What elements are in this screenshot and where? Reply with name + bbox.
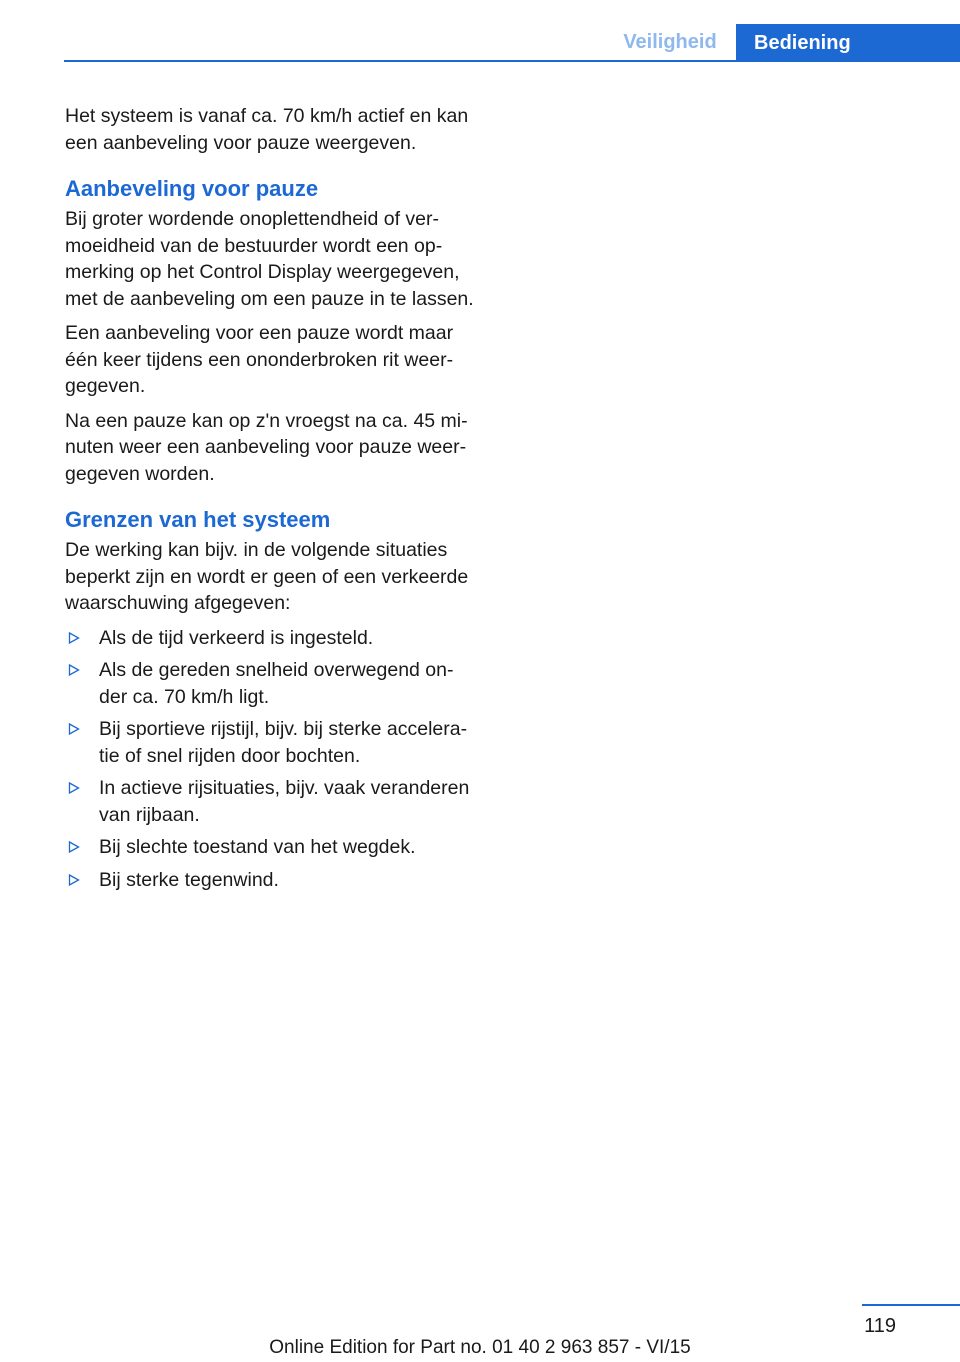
edition-footer: Online Edition for Part no. 01 40 2 963 857 - VI/15 [269, 1337, 691, 1358]
header-rule [64, 60, 960, 62]
text-line: gegeven worden. [65, 462, 215, 485]
text-line: gegeven. [65, 375, 146, 397]
text-line: Bij sterke tegenwind. [99, 868, 279, 891]
text-line: Na een pauze kan op z'n vroegst na ca. 45 mi- [65, 409, 468, 432]
paragraph [65, 408, 485, 488]
text-line: moeidheid van de bestuurder wordt een op- [65, 234, 443, 257]
text-line: Als de gereden snelheid overwegend on- [99, 659, 454, 681]
list-item [65, 625, 485, 652]
text-line: Bij groter wordende onoplettendheid of ver- [65, 208, 439, 230]
footer-rule [862, 1304, 960, 1306]
triangle-right-outline-icon [65, 775, 83, 801]
list-item [65, 834, 485, 861]
text-line: der ca. 70 km/h ligt. [99, 685, 270, 708]
list-item [65, 657, 485, 710]
text-line: een aanbeveling voor pauze weergeven. [65, 131, 417, 154]
triangle-right-outline-icon [65, 625, 83, 651]
text-line: Als de tijd verkeerd is ingesteld. [99, 626, 374, 649]
section-heading-aanbeveling: Aanbeveling voor pauze [65, 176, 319, 201]
triangle-right-outline-icon [65, 834, 83, 860]
list-item [65, 867, 485, 894]
paragraph [65, 537, 485, 617]
content-column [65, 103, 485, 899]
triangle-right-outline-icon [65, 716, 83, 742]
paragraph [65, 206, 485, 312]
text-line: beperkt zijn en wordt er geen of een verkeerde [65, 565, 469, 588]
tab-bediening[interactable]: Bediening [736, 24, 960, 62]
text-line: waarschuwing afgegeven: [65, 592, 291, 614]
section-heading-grenzen: Grenzen van het systeem [65, 507, 331, 532]
paragraph [65, 320, 485, 400]
bullet-list [65, 625, 485, 894]
triangle-right-outline-icon [65, 867, 83, 893]
list-item [65, 716, 485, 769]
text-line: Bij slechte toestand van het wegdek. [99, 836, 416, 858]
text-line: één keer tijdens een ononderbroken rit weer- [65, 348, 454, 371]
text-line: In actieve rijsituaties, bijv. vaak veranderen [99, 777, 470, 799]
text-line: tie of snel rijden door bochten. [99, 744, 361, 767]
text-line: Een aanbeveling voor een pauze wordt maar [65, 322, 454, 344]
list-item [65, 775, 485, 828]
text-line: Het systeem is vanaf ca. 70 km/h actief en kan [65, 105, 469, 127]
tab-veiligheid[interactable]: Veiligheid [623, 30, 717, 53]
text-line: van rijbaan. [99, 803, 200, 826]
intro-paragraph [65, 103, 485, 156]
text-line: met de aanbeveling om een pauze in te lassen. [65, 287, 474, 310]
text-line: Bij sportieve rijstijl, bijv. bij sterke accelera- [99, 718, 468, 740]
page-number: 119 [864, 1315, 896, 1337]
text-line: De werking kan bijv. in de volgende situaties [65, 539, 448, 561]
text-line: merking op het Control Display weergegeven, [65, 261, 460, 283]
text-line: nuten weer een aanbeveling voor pauze weer- [65, 436, 467, 458]
triangle-right-outline-icon [65, 657, 83, 683]
